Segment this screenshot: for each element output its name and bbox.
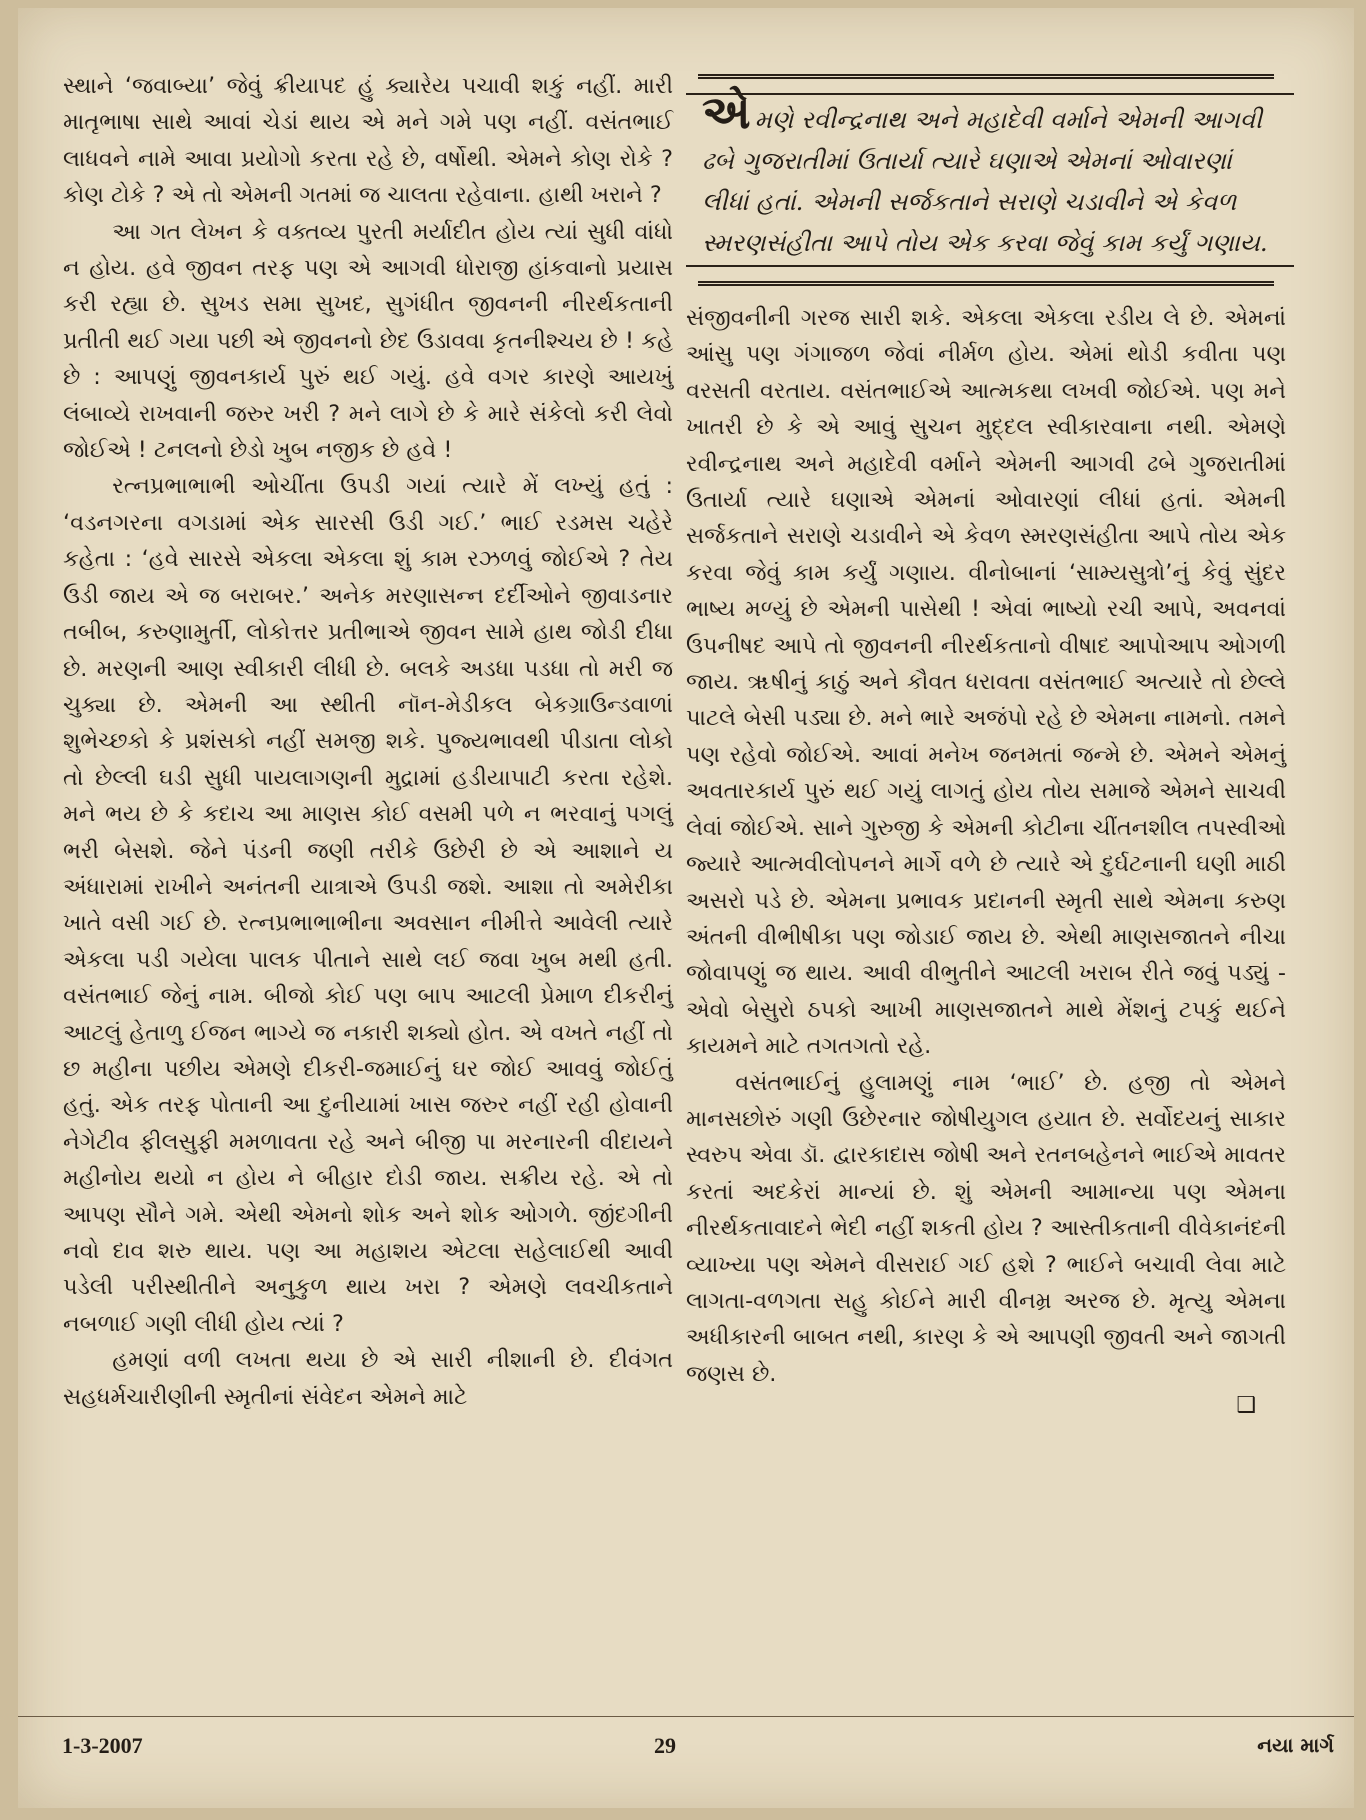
pullquote-text: મણે રવીન્દ્રનાથ અને મહાદેવી વર્માને એમની આગવી ઢબે ગુજરાતીમાં ઉતાર્યા ત્યારે ઘણાએ એમનાં ઓવારણાં લીધાં હતાં. એમની સર્જકતાને સરાણે ચડાવીને એ કેવળ સ્મરણસંહીતા આપે તોય એક કરવા જેવું કામ કર્યું ગણાય. <box>702 105 1268 257</box>
left-paragraph-2: આ ગત લેખન કે વક્તવ્ય પુરતી મર્યાદીત હોય ત્યાં સુધી વાંધો ન હોય. હવે જીવન તરફ પણ એ આગવી ધોરાજી હાંકવાનો પ્રયાસ કરી રહ્યા છે. સુખડ સમા સુખદ, સુગંધીત જીવનની નીરર્થકતાની પ્રતીતી થઈ ગયા પછી એ જીવનનો છેદ ઉડાવવા કૃતનીશ્ચય છે ! કહે છે : આપણું જીવનકાર્ય પુરું થઈ ગયું. હવે વગર કારણે આયખું લંબાવ્યે રાખવાની જરુર ખરી ? મને લાગે છે કે મારે સંકેલો કરી લેવો જોઈએ ! ટનલનો છેડો ખુબ નજીક છે હવે ! <box>63 218 673 464</box>
pullquote-text-block <box>698 85 1274 263</box>
left-column <box>63 68 673 1415</box>
magazine-page <box>18 8 1354 1808</box>
right-paragraph-1: સંજીવનીની ગરજ સારી શકે. એકલા એકલા રડીય લે છે. એમનાં આંસુ પણ ગંગાજળ જેવાં નીર્મળ હોય. એમાં થોડી કવીતા પણ વરસતી વરતાય. વસંતભાઈએ આત્મકથા લખવી જોઈએ. પણ મને ખાતરી છે કે એ આવું સુચન મુદ્દલ સ્વીકારવાના નથી. એમણે રવીન્દ્રનાથ અને મહાદેવી વર્માને એમની આગવી ઢબે ગુજરાતીમાં ઉતાર્યા ત્યારે ઘણાએ એમનાં ઓવારણાં લીધાં હતાં. એમની સર્જકતાને સરાણે ચડાવીને એ કેવળ સ્મરણસંહીતા આપે તોય એક કરવા જેવું કામ કર્યું ગણાય. વીનોબાનાં ‘સામ્યસુત્રો’નું કેવું સુંદર ભાષ્ય મળ્યું છે એમની પાસેથી ! એવાં ભાષ્યો રચી આપે, અવનવાં ઉપનીષદ આપે તો જીવનની નીરર્થકતાનો વીષાદ આપોઆપ ઓગળી જાય. ૠષીનું કાઠું અને કૌવત ધરાવતા વસંતભાઈ અત્યારે તો છેલ્લે પાટલે બેસી પડ્યા છે. મને ભારે અજંપો રહે છે એમના નામનો. તમને પણ રહેવો જોઈએ. આવાં મનેખ જનમતાં જન્મે છે. એમને એમનું અવતારકાર્ય પુરું થઈ ગયું લાગતું હોય તોય સમાજે એમને સાચવી લેવાં જોઈએ. સાને ગુરુજી કે એમની કોટીના ચીંતનશીલ તપસ્વીઓ જ્યારે આત્મવીલોપનને માર્ગે વળે છે ત્યારે એ દુર્ઘટનાની ઘણી માઠી અસરો પડે છે. એમના પ્રભાવક પ્રદાનની સ્મૃતી સાથે એમના કરુણ અંતની વીભીષીકા પણ જોડાઈ જાય છે. એથી માણસજાતને નીચા જોવાપણું જ થાય. આવી વીભુતીને આટલી ખરાબ રીતે જવું પડ્યું - એવો બેસુરો ઠપકો આખી માણસજાતને માથે મેંશનું ટપકું થઈને કાયમને માટે તગતગતો રહે. <box>686 305 1286 1060</box>
left-paragraph-3: રત્નપ્રભાભાભી ઓચીંતા ઉપડી ગયાં ત્યારે મેં લખ્યું હતું : ‘વડનગરના વગડામાં એક સારસી ઉડી ગઈ.’ ભાઈ રડમસ ચહેરે કહેતા : ‘હવે સારસે એકલા એકલા શું કામ રઝળવું જોઈએ ? તેય ઉડી જાય એ જ બરાબર.’ અનેક મરણાસન્ન દર્દીઓને જીવાડનાર તબીબ, કરુણામુર્તી, લોકોત્તર પ્રતીભાએ જીવન સામે હાથ જોડી દીધા છે. મરણની આણ સ્વીકારી લીધી છે. બલકે અડધા પડધા તો મરી જ ચુક્યા છે. એમની આ સ્થીતી નૉન-મેડીકલ બેકગ્રાઉન્ડવાળાં શુભેચ્છકો કે પ્રશંસકો નહીં સમજી શકે. પુજ્યભાવથી પીડાતા લોકો તો છેલ્લી ઘડી સુધી પાયલાગણની મુદ્રામાં હડીયાપાટી કરતા રહેશે. મને ભય છે કે કદાચ આ માણસ કોઈ વસમી પળે ન ભરવાનું પગલું ભરી બેસશે. જેને પંડની જણી તરીકે ઉછેરી છે એ આશાને ય અંધારામાં રાખીને અનંતની યાત્રાએ ઉપડી જશે. આશા તો અમેરીકા ખાતે વસી ગઈ છે. રત્નપ્રભાભાભીના અવસાન નીમીત્તે આવેલી ત્યારે એકલા પડી ગયેલા પાલક પીતાને સાથે લઈ જવા ખુબ મથી હતી. વસંતભાઈ જેનું નામ. બીજો કોઈ પણ બાપ આટલી પ્રેમાળ દીકરીનું આટલું હેતાળુ ઈજન ભાગ્યે જ નકારી શક્યો હોત. એ વખતે નહીં તો છ મહીના પછીય એમણે દીકરી-જમાઈનું ઘર જોઈ આવવું જોઈતું હતું. એક તરફ પોતાની આ દુનીયામાં ખાસ જરુર નહીં રહી હોવાની નેગેટીવ ફીલસુફી મમળાવતા રહે અને બીજી પા મરનારની વીદાયને મહીનોય થયો ન હોય ને બીહાર દોડી જાય. સક્રીય રહે. એ તો આપણ સૌને ગમે. એથી એમનો શોક અને શોક ઓગળે. જીંદગીની નવો દાવ શરુ થાય. પણ આ મહાશય એટલા સહેલાઈથી આવી પડેલી પરીસ્થીતીને અનુકુળ થાય ખરા ? એમણે લવચીકતાને નબળાઈ ગણી લીધી હોય ત્યાં ? <box>63 473 673 1337</box>
left-paragraph-4: હમણાં વળી લખતા થયા છે એ સારી નીશાની છે. દીવંગત સહધર્મચારીણીની સ્મૃતીનાં સંવેદન એમને માટે <box>63 1347 673 1410</box>
right-paragraph-2: વસંતભાઈનું હુલામણું નામ ‘ભાઈ’ છે. હજી તો એમને માનસછોરું ગણી ઉછેરનાર જોષીયુગલ હયાત છે. સર્વોદયનું સાકાર સ્વરુપ એવા ડૉ. દ્વારકાદાસ જોષી અને રતનબહેનને ભાઈએ માવતર કરતાં અદકેરાં માન્યાં છે. શું એમની આમાન્યા પણ એમના નીરર્થકતાવાદને ભેદી નહીં શકતી હોય ? આસ્તીકતાની વીવેકાનંદની વ્યાખ્યા પણ એમને વીસરાઈ ગઈ હશે ? ભાઈને બચાવી લેવા માટે લાગતા-વળગતા સહુ કોઈને મારી વીનમ્ર અરજ છે. મૃત્યુ એમના અધીકારની બાબત નથી, કારણ કે એ આપણી જીવતી અને જાગતી જણસ છે. <box>686 1069 1286 1387</box>
page-number: 29 <box>654 1733 676 1758</box>
magazine-name: નયા માર્ગ <box>1257 1733 1334 1757</box>
end-mark-icon: ❑ <box>1236 1393 1256 1419</box>
issue-date: 1-3-2007 <box>62 1733 143 1758</box>
left-paragraph-1: સ્થાને ‘જવાબ્યા’ જેવું ક્રીયાપદ હું ક્યારેય પચાવી શકું નહીં. મારી માતૃભાષા સાથે આવાં ચેડાં થાય એ મને ગમે પણ નહીં. વસંતભાઈ લાધવને નામે આવા પ્રયોગો કરતા રહે છે, વર્ષોથી. એમને કોણ રોકે ? કોણ ટોકે ? એ તો એમની ગતમાં જ ચાલતા રહેવાના. હાથી ખરાને ? <box>63 73 673 209</box>
page-footer <box>18 1716 1354 1767</box>
right-body <box>686 300 1286 1420</box>
pullquote-initial: એ <box>702 85 751 139</box>
right-column <box>686 68 1286 1420</box>
pullquote-box <box>698 74 1274 286</box>
